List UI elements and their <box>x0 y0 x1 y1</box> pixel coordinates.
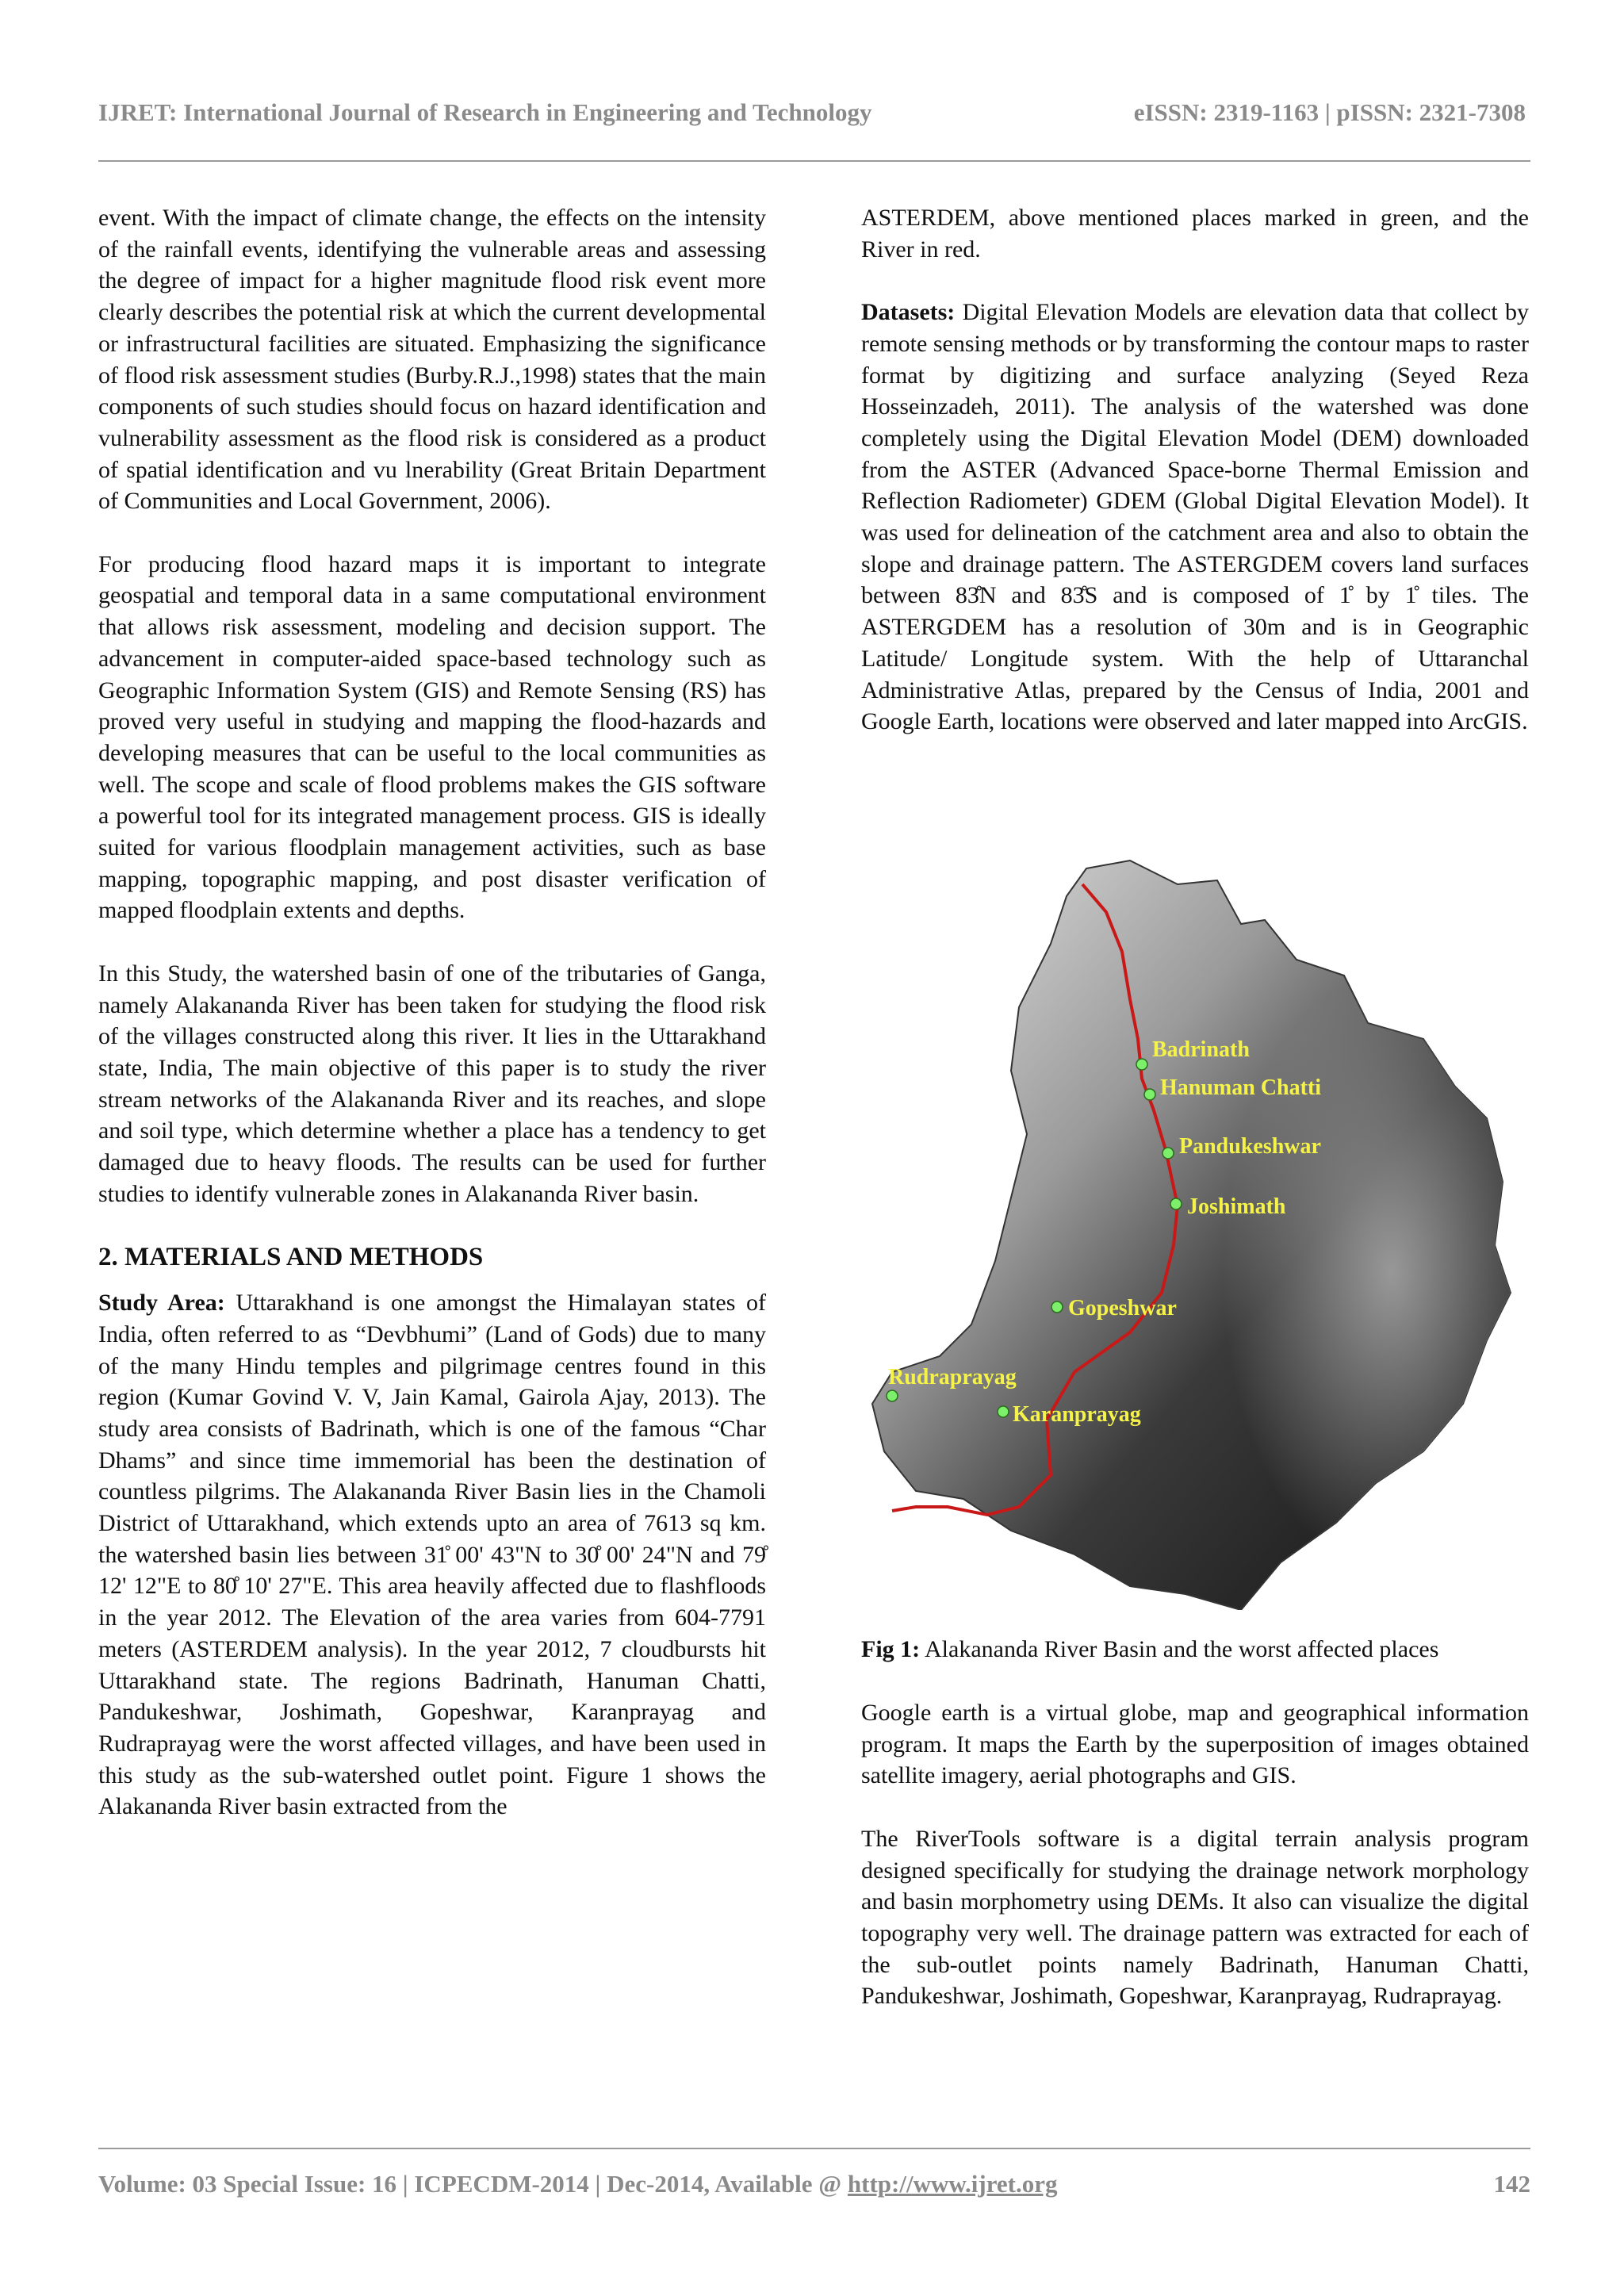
datasets-lead: Datasets: <box>861 299 956 326</box>
place-marker-joshimath <box>1170 1198 1182 1209</box>
paragraph: ASTERDEM, above mentioned places marked in green, and the River in red. <box>861 205 1529 263</box>
caption-lead: Fig 1: <box>861 1636 921 1662</box>
header-rule <box>98 160 1530 162</box>
journal-link[interactable]: http://www.ijret.org <box>847 2170 1058 2198</box>
place-marker-pandukeshwar <box>1162 1148 1174 1159</box>
figure-caption <box>861 1634 1529 1665</box>
place-label-joshimath: Joshimath <box>1187 1194 1286 1219</box>
datasets-paragraph <box>861 297 1529 738</box>
left-column <box>98 202 766 1854</box>
study-area-text: Uttarakhand is one amongst the Himalayan states of India, often referred to as “Devbhumi” (Land of Gods) due to many of the many Hindu temples and pilgrimage centres found in this region (Kumar Govind V. V, Jain Kamal, Gairola Ajay, 2013). The study area consists of Badrinath, which is one of the famous “Char Dhams” and since time immemorial has been the destination of countless pilgrims. The Alakananda River Basin lies in the Chamoli District of Uttarakhand, which extends upto an area of 7613 sq km. the watershed basin lies between 31̊ 00' 43"N to 30̊ 00' 24"N and 79̊ 12' 12"E to 80̊ 10' 27"E. This area heavily affected due to flashfloods in the year 2012. The Elevation of the area varies from 604-7791 meters (ASTERDEM analysis). In the year 2012, 7 cloudbursts hit Uttarakhand state. The regions Badrinath, Hanuman Chatti, Pandukeshwar, Joshimath, Gopeshwar, Karanprayag and Rudraprayag were the worst affected villages, and have been used in this study as the sub-watershed outlet point. Figure 1 shows the Alakananda River basin extracted from the <box>98 1290 766 1820</box>
right-column-lower <box>861 1697 1529 2044</box>
datasets-text: Digital Elevation Models are elevation data that collect by remote sensing methods or by transforming the contour maps to raster format by digitizing and surface analyzing (Seyed Reza Hosseinzadeh, 2011). The analysis of the watershed was done completely using the Digital Elevation Model (DEM) downloaded from the ASTER (Advanced Space-borne Thermal Emission and Reflection Radiometer) GDEM (Global Digital Elevation Model). It was used for delineation of the catchment area and also to obtain the slope and drainage pattern. The ASTERGDEM covers land surfaces between 83̊N and 83̊S and is composed of 1̊ by 1̊ tiles. The ASTERGDEM has a resolution of 30m and is in Geographic Latitude/ Longitude system. With the help of Uttaranchal Administrative Atlas, prepared by the Census of India, 2001 and Google Earth, locations were observed and later mapped into ArcGIS. <box>861 299 1529 735</box>
paragraph: The RiverTools software is a digital terrain analysis program designed specifically for studying the drainage network morphology and basin morphometry using DEMs. It also can visualize the digital topography very well. The drainage pattern was extracted for each of the sub-outlet points namely Badrinath, Hanuman Chatti, Pandukeshwar, Joshimath, Gopeshwar, Karanprayag, Rudraprayag. <box>861 1825 1529 2010</box>
footer-text <box>98 2170 1058 2198</box>
paragraph: For producing flood hazard maps it is important to integrate geospatial and temporal data in a same computational environment that allows risk assessment, modeling and decision support. The advancement in computer-aided space-based technology such as Geographic Information System (GIS) and Remote Sensing (RS) has proved very useful in studying and mapping the flood-hazards and developing measures that can be useful to the local communities as well. The scope and scale of flood problems makes the GIS software a powerful tool for its integrated management process. GIS is ideally suited for various floodplain management activities, such as base mapping, topographic mapping, and post disaster verification of mapped floodplain extents and depths. <box>98 550 766 924</box>
place-marker-rudraprayag <box>887 1390 898 1401</box>
page-footer <box>98 2170 1530 2202</box>
journal-title: IJRET: International Journal of Research in Engineering and Technology <box>98 98 872 126</box>
page-number: 142 <box>1493 2170 1530 2198</box>
place-marker-gopeshwar <box>1051 1301 1063 1313</box>
footer-volume: Volume: 03 Special Issue: 16 | ICPECDM-2014 | Dec-2014, Available @ <box>98 2170 848 2198</box>
right-column <box>861 202 1529 769</box>
place-label-badrinath: Badrinath <box>1152 1037 1250 1062</box>
study-area-paragraph <box>98 1287 766 1823</box>
figure-alakananda-basin-map <box>868 849 1528 1610</box>
section-heading: 2. MATERIALS AND METHODS <box>98 1243 484 1272</box>
page-header <box>98 98 1526 130</box>
footer-rule <box>98 2148 1530 2149</box>
place-marker-hanuman-chatti <box>1144 1089 1155 1100</box>
issn: eISSN: 2319-1163 | pISSN: 2321-7308 <box>1133 98 1526 126</box>
place-marker-badrinath <box>1136 1059 1147 1070</box>
place-label-hanuman-chatti: Hanuman Chatti <box>1160 1075 1322 1100</box>
place-label-karanprayag: Karanprayag <box>1013 1402 1141 1427</box>
dem-map <box>868 849 1528 1610</box>
place-marker-karanprayag <box>998 1406 1009 1417</box>
study-area-lead: Study Area: <box>98 1290 225 1317</box>
place-label-rudraprayag: Rudraprayag <box>888 1365 1017 1389</box>
paragraph: Google earth is a virtual globe, map and geographical information program. It maps the Earth by the superposition of images obtained satellite imagery, aerial photographs and GIS. <box>861 1700 1529 1789</box>
place-label-gopeshwar: Gopeshwar <box>1068 1296 1177 1320</box>
place-label-pandukeshwar: Pandukeshwar <box>1179 1134 1321 1159</box>
caption-text: Alakananda River Basin and the worst affected places <box>920 1636 1439 1662</box>
paragraph: In this Study, the watershed basin of one of the tributaries of Ganga, namely Alakananda River has been taken for studying the flood risk of the villages constructed along this river. It lies in the Uttarakhand state, India, The main objective of this paper is to study the river stream networks of the Alakananda River and its reaches, and slope and soil type, which determine whether a place has a tendency to get damaged due to heavy floods. The results can be used for further studies to identify vulnerable zones in Alakananda River basin. <box>98 960 766 1207</box>
paragraph: event. With the impact of climate change, the effects on the intensity of the rainfall events, identifying the vulnerable areas and assessing the degree of impact for a higher magnitude flood risk event more clearly describes the potential risk at which the current developmental or infrastructural facilities are situated. Emphasizing the significance of flood risk assessment studies (Burby.R.J.,1998) states that the main components of such studies should focus on hazard identification and vulnerability assessment as the flood risk is considered as a product of spatial identification and vu lnerability (Great Britain Department of Communities and Local Government, 2006). <box>98 205 766 515</box>
